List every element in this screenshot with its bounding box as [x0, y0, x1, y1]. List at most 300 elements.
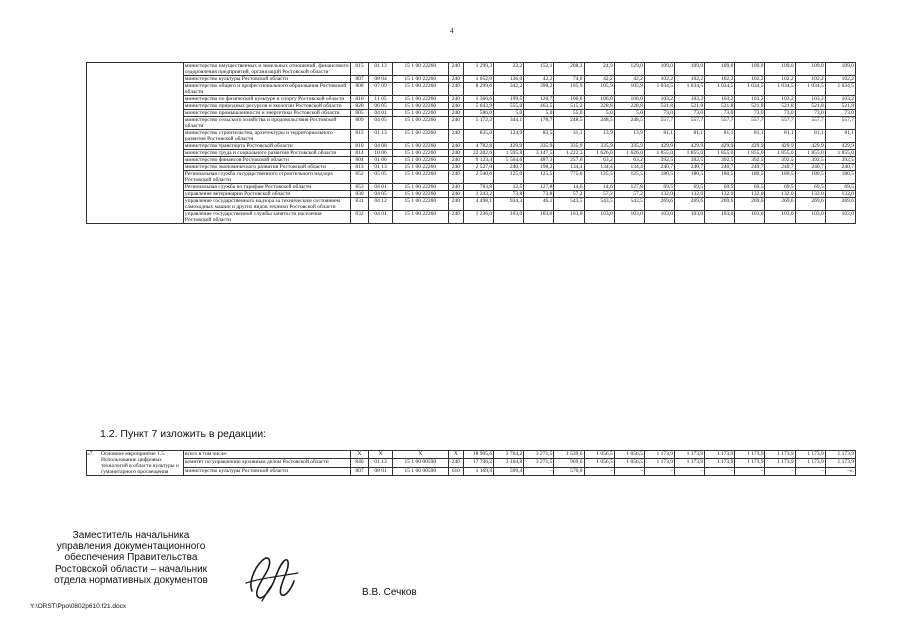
- year-value-cell: 429,9: [765, 143, 795, 150]
- total-cell: 1 299,3: [463, 63, 493, 76]
- executor-cell: министерство финансов Ростовской области: [183, 157, 350, 164]
- year-value-cell: –: [644, 467, 674, 475]
- table-row: [87, 130, 856, 143]
- table-row: [87, 83, 856, 96]
- expense-type-cell: 610: [448, 467, 463, 475]
- expense-type-cell: 240: [448, 184, 463, 191]
- executor-cell: Региональная служба по тарифам Ростовской области: [183, 184, 350, 191]
- target-item-cell: X: [392, 451, 448, 459]
- target-item-cell: 15 1 00 22260: [392, 96, 448, 103]
- year-value-cell: 1 056,5: [614, 459, 644, 467]
- expense-type-cell: 240: [448, 143, 463, 150]
- year-value-cell: 521,8: [795, 103, 825, 110]
- year-value-cell: 1 595,8: [494, 150, 524, 157]
- year-value-cell: 106,0: [584, 96, 614, 103]
- event-cell: [87, 63, 184, 224]
- event-number: «7.: [87, 451, 94, 457]
- year-value-cell: 1 034,5: [644, 83, 674, 96]
- year-value-cell: 398,2: [524, 83, 554, 96]
- year-value-cell: 5 504,6: [494, 157, 524, 164]
- year-value-cell: 180,5: [765, 171, 795, 184]
- expense-type-cell: 240: [448, 157, 463, 164]
- budget-table: [86, 62, 856, 224]
- year-value-cell: 557,7: [644, 117, 674, 130]
- expense-type-cell: X: [448, 451, 463, 459]
- year-value-cell: 599,4: [494, 467, 524, 475]
- year-value-cell: 134,4: [584, 164, 614, 171]
- year-value-cell: 81,1: [825, 130, 855, 143]
- target-item-cell: 15 1 00 22260: [392, 157, 448, 164]
- total-cell: 9 123,4: [463, 157, 493, 164]
- year-value-cell: 103,2: [825, 96, 855, 103]
- year-value-cell: –».: [825, 467, 855, 475]
- year-value-cell: 1 173,9: [735, 451, 765, 459]
- year-value-cell: 124,9: [494, 130, 524, 143]
- year-value-cell: 14,6: [584, 184, 614, 191]
- expense-type-cell: 240: [448, 164, 463, 171]
- year-value-cell: 1 173,9: [705, 459, 735, 467]
- year-value-cell: 125,5: [584, 171, 614, 184]
- grbs-cell: 807: [350, 76, 368, 83]
- year-value-cell: 3 764,2: [494, 451, 524, 459]
- total-cell: 1 169,4: [463, 467, 493, 475]
- section-cell: 04 05: [369, 117, 393, 130]
- table-row: [87, 63, 856, 76]
- year-value-cell: 1 056,5: [614, 451, 644, 459]
- year-value-cell: 248,5: [554, 117, 584, 130]
- target-item-cell: 15 1 00 00590: [392, 459, 448, 467]
- year-value-cell: –: [765, 467, 795, 475]
- table-row: [87, 184, 856, 191]
- expense-type-cell: 240: [448, 96, 463, 103]
- total-cell: 8 299,6: [463, 83, 493, 96]
- grbs-cell: 853: [350, 184, 368, 191]
- year-value-cell: 5,0: [584, 110, 614, 117]
- year-value-cell: 103,2: [765, 96, 795, 103]
- year-value-cell: 180,5: [825, 171, 855, 184]
- year-value-cell: 1 855,0: [735, 150, 765, 157]
- year-value-cell: 557,7: [825, 117, 855, 130]
- year-value-cell: 198,2: [524, 164, 554, 171]
- section-cell: 04 01: [369, 184, 393, 191]
- year-value-cell: 132,0: [705, 191, 735, 198]
- executor-cell: министерство экономического развития Ростовской области: [183, 164, 350, 171]
- year-value-cell: 103,2: [795, 96, 825, 103]
- year-value-cell: 57,2: [554, 191, 584, 198]
- executor-cell: министерство культуры Ростовской области: [183, 76, 350, 83]
- section-cell: 04 12: [369, 198, 393, 211]
- grbs-cell: 813: [350, 164, 368, 171]
- year-value-cell: 240,7: [675, 164, 705, 171]
- year-value-cell: –: [614, 467, 644, 475]
- year-value-cell: –: [524, 467, 554, 475]
- grbs-cell: 809: [350, 117, 368, 130]
- executor-cell: управление государственной службы занятости населения Ростовской области: [183, 211, 350, 224]
- table-row: [87, 198, 856, 211]
- year-value-cell: 1 173,9: [795, 451, 825, 459]
- target-item-cell: 15 1 00 00590: [392, 467, 448, 475]
- year-value-cell: 132,0: [765, 191, 795, 198]
- executor-cell: министерство по физической культуре и спорту Ростовской области: [183, 96, 350, 103]
- year-value-cell: 429,9: [735, 143, 765, 150]
- year-value-cell: 934,3: [494, 198, 524, 211]
- year-value-cell: 46,1: [524, 198, 554, 211]
- year-value-cell: 1 173,9: [644, 459, 674, 467]
- year-value-cell: 105,9: [554, 83, 584, 96]
- year-value-cell: 1 034,5: [765, 83, 795, 96]
- year-value-cell: 5,0: [524, 110, 554, 117]
- year-value-cell: 103,0: [614, 211, 644, 224]
- year-value-cell: –: [705, 467, 735, 475]
- executor-cell: министерство культуры Ростовской области: [183, 467, 350, 475]
- total-cell: 1 052,0: [463, 76, 493, 83]
- target-item-cell: 15 1 00 22260: [392, 164, 448, 171]
- year-value-cell: 429,9: [825, 143, 855, 150]
- year-value-cell: 1 034,5: [675, 83, 705, 96]
- year-value-cell: 129,0: [614, 63, 644, 76]
- section-cell: 01 13: [369, 130, 393, 143]
- total-cell: 17 736,2: [463, 459, 493, 467]
- year-value-cell: 103,2: [644, 96, 674, 103]
- year-value-cell: 1 034,5: [705, 83, 735, 96]
- executor-cell: управление государственного надзора за техническим состоянием самоходных машин и других видов техники Ростовской области: [183, 198, 350, 211]
- year-value-cell: 228,8: [584, 103, 614, 110]
- expense-type-cell: 240: [448, 150, 463, 157]
- year-value-cell: 103,0: [584, 211, 614, 224]
- year-value-cell: 134,4: [554, 164, 584, 171]
- signatory-title: [36, 530, 226, 586]
- year-value-cell: 521,8: [644, 103, 674, 110]
- year-value-cell: 69,5: [675, 184, 705, 191]
- year-value-cell: 109,0: [825, 63, 855, 76]
- total-cell: 2 540,6: [463, 171, 493, 184]
- section-cell: 04 05: [369, 191, 393, 198]
- target-item-cell: 15 1 00 22260: [392, 198, 448, 211]
- executor-cell: министерство природных ресурсов и экологии Ростовской области: [183, 103, 350, 110]
- handwritten-signature: [244, 551, 300, 603]
- signatory-title-line: обеспечения Правительства: [64, 552, 198, 564]
- year-value-cell: 125,0: [494, 171, 524, 184]
- year-value-cell: 81,1: [795, 130, 825, 143]
- year-value-cell: 570,0: [554, 467, 584, 475]
- year-value-cell: 199,5: [494, 96, 524, 103]
- year-value-cell: 103,0: [644, 211, 674, 224]
- year-value-cell: 103,0: [705, 211, 735, 224]
- year-value-cell: 73,0: [675, 110, 705, 117]
- year-value-cell: 125,5: [614, 171, 644, 184]
- year-value-cell: 521,8: [765, 103, 795, 110]
- year-value-cell: –: [675, 467, 705, 475]
- total-cell: 1 243,2: [463, 191, 493, 198]
- year-value-cell: 429,9: [675, 143, 705, 150]
- grbs-cell: 816: [350, 96, 368, 103]
- year-value-cell: 42,2: [524, 76, 554, 83]
- expense-type-cell: 240: [448, 459, 463, 467]
- year-value-cell: 73,0: [795, 110, 825, 117]
- year-value-cell: 1 855,0: [825, 150, 855, 157]
- year-value-cell: 127,8: [614, 184, 644, 191]
- expense-type-cell: 240: [448, 76, 463, 83]
- grbs-cell: X: [350, 451, 368, 459]
- year-value-cell: 335,9: [614, 143, 644, 150]
- year-value-cell: 543,5: [554, 198, 584, 211]
- year-value-cell: 132,0: [735, 191, 765, 198]
- year-value-cell: 557,7: [705, 117, 735, 130]
- target-item-cell: 15 1 00 22260: [392, 184, 448, 191]
- target-item-cell: 15 1 00 22260: [392, 150, 448, 157]
- year-value-cell: 335,9: [584, 143, 614, 150]
- year-value-cell: 392,5: [644, 157, 674, 164]
- year-value-cell: 14,6: [554, 184, 584, 191]
- section-cell: 11 05: [369, 96, 393, 103]
- event-title: Основное мероприятие 1.5. Использование цифровых технологий в области культуры и гуманитарного просвещения: [101, 451, 179, 475]
- year-value-cell: 134,4: [614, 164, 644, 171]
- year-value-cell: 392,5: [795, 157, 825, 164]
- grbs-cell: 832: [350, 211, 368, 224]
- year-value-cell: 1 855,0: [795, 150, 825, 157]
- signatory-title-line: Заместитель начальника: [72, 530, 190, 541]
- total-cell: 2 527,0: [463, 164, 493, 171]
- table-row: [87, 164, 856, 171]
- year-value-cell: 1 034,5: [795, 83, 825, 96]
- expense-type-cell: 240: [448, 117, 463, 130]
- year-value-cell: 1 855,0: [675, 150, 705, 157]
- year-value-cell: 12,5: [494, 184, 524, 191]
- year-value-cell: 248,5: [584, 117, 614, 130]
- year-value-cell: 1 539,6: [554, 451, 584, 459]
- year-value-cell: 106,0: [554, 96, 584, 103]
- year-value-cell: 103,2: [705, 96, 735, 103]
- year-value-cell: 1 034,5: [735, 83, 765, 96]
- year-value-cell: 102,2: [795, 76, 825, 83]
- year-value-cell: 3 147,5: [524, 150, 554, 157]
- year-value-cell: –: [735, 467, 765, 475]
- table-row: [87, 143, 856, 150]
- section-cell: 04 08: [369, 143, 393, 150]
- year-value-cell: 109,0: [735, 63, 765, 76]
- table-row: [87, 191, 856, 198]
- section-cell: 01 13: [369, 164, 393, 171]
- table-row: [87, 459, 856, 467]
- year-value-cell: 1 173,9: [675, 451, 705, 459]
- section-cell: 01 06: [369, 157, 393, 164]
- year-value-cell: 1 222,3: [554, 150, 584, 157]
- signatory-title-line: управления документационного: [56, 541, 206, 553]
- year-value-cell: 335,9: [524, 143, 554, 150]
- year-value-cell: 1 173,9: [795, 459, 825, 467]
- year-value-cell: 969,6: [554, 459, 584, 467]
- grbs-cell: 820: [350, 103, 368, 110]
- year-value-cell: 521,8: [825, 103, 855, 110]
- year-value-cell: 102,2: [825, 76, 855, 83]
- year-value-cell: 208,3: [554, 63, 584, 76]
- target-item-cell: 15 1 00 22260: [392, 143, 448, 150]
- grbs-cell: 807: [350, 467, 368, 475]
- signatory-title-line: отдела нормативных документов: [54, 574, 208, 586]
- year-value-cell: 132,0: [644, 191, 674, 198]
- year-value-cell: 69,5: [735, 184, 765, 191]
- year-value-cell: 69,5: [705, 184, 735, 191]
- year-value-cell: 13,9: [614, 130, 644, 143]
- total-cell: 1 366,6: [463, 96, 493, 103]
- year-value-cell: 543,5: [614, 198, 644, 211]
- year-value-cell: 42,2: [584, 76, 614, 83]
- year-value-cell: 13,9: [584, 130, 614, 143]
- year-value-cell: 557,7: [675, 117, 705, 130]
- year-value-cell: 543,5: [584, 198, 614, 211]
- year-value-cell: 515,2: [554, 103, 584, 110]
- table-row: [87, 467, 856, 475]
- year-value-cell: 269,6: [765, 198, 795, 211]
- year-value-cell: 1 056,5: [584, 459, 614, 467]
- table-row: [87, 211, 856, 224]
- year-value-cell: 429,9: [494, 143, 524, 150]
- year-value-cell: 102,2: [765, 76, 795, 83]
- year-value-cell: 31,1: [554, 130, 584, 143]
- target-item-cell: 15 1 00 22260: [392, 83, 448, 96]
- year-value-cell: 22,2: [494, 63, 524, 76]
- total-cell: 5 643,9: [463, 103, 493, 110]
- year-value-cell: 1 855,0: [705, 150, 735, 157]
- year-value-cell: 521,8: [705, 103, 735, 110]
- year-value-cell: 55,0: [554, 110, 584, 117]
- expense-type-cell: 240: [448, 171, 463, 184]
- year-value-cell: 63,2: [584, 157, 614, 164]
- table-row: [87, 157, 856, 164]
- target-item-cell: 15 1 00 22260: [392, 103, 448, 110]
- expense-type-cell: 240: [448, 110, 463, 117]
- year-value-cell: 81,1: [644, 130, 674, 143]
- year-value-cell: 429,9: [705, 143, 735, 150]
- signatory-title-line: Ростовской области – начальник: [54, 563, 208, 575]
- year-value-cell: 5,0: [494, 110, 524, 117]
- year-value-cell: 103,2: [735, 96, 765, 103]
- year-value-cell: 392,5: [705, 157, 735, 164]
- year-value-cell: 73,0: [644, 110, 674, 117]
- year-value-cell: 109,0: [705, 63, 735, 76]
- year-value-cell: 109,0: [644, 63, 674, 76]
- grbs-cell: 812: [350, 130, 368, 143]
- year-value-cell: 103,0: [795, 211, 825, 224]
- target-item-cell: 15 1 00 22260: [392, 211, 448, 224]
- year-value-cell: 136,0: [494, 76, 524, 83]
- year-value-cell: 555,0: [494, 103, 524, 110]
- table-row: [87, 103, 856, 110]
- year-value-cell: 1 855,0: [765, 150, 795, 157]
- year-value-cell: 126,7: [524, 96, 554, 103]
- expense-type-cell: 240: [448, 63, 463, 76]
- year-value-cell: 240,7: [825, 164, 855, 171]
- section-cell: 01 13: [369, 459, 393, 467]
- year-value-cell: 83,5: [524, 130, 554, 143]
- year-value-cell: 240,7: [765, 164, 795, 171]
- year-value-cell: 463,5: [524, 103, 554, 110]
- year-value-cell: 1 626,0: [584, 150, 614, 157]
- executor-cell: министерство имущественных и земельных отношений, финансового оздоровления предприятий, организаций Ростовской области: [184, 63, 349, 75]
- year-value-cell: 240,7: [494, 164, 524, 171]
- executor-cell: министерство строительства, архитектуры и территориального развития Ростовской области: [183, 130, 350, 143]
- year-value-cell: 69,5: [765, 184, 795, 191]
- year-value-cell: 105,9: [584, 83, 614, 96]
- year-value-cell: 1 173,9: [765, 451, 795, 459]
- year-value-cell: 269,6: [705, 198, 735, 211]
- year-value-cell: 132,0: [795, 191, 825, 198]
- year-value-cell: 521,8: [675, 103, 705, 110]
- year-value-cell: 81,1: [675, 130, 705, 143]
- year-value-cell: 106,0: [614, 96, 644, 103]
- year-value-cell: 132,0: [825, 191, 855, 198]
- year-value-cell: 81,1: [705, 130, 735, 143]
- year-value-cell: 103,0: [825, 211, 855, 224]
- year-value-cell: 102,2: [735, 76, 765, 83]
- year-value-cell: 269,6: [675, 198, 705, 211]
- year-value-cell: 248,5: [614, 117, 644, 130]
- target-item-cell: 15 1 00 22260: [392, 76, 448, 83]
- executor-cell: Региональная служба государственного строительного надзора Ростовской области: [183, 171, 350, 184]
- table-row: [87, 96, 856, 103]
- section-cell: 08 04: [369, 76, 393, 83]
- expense-type-cell: 240: [448, 198, 463, 211]
- executor-cell: министерство сельского хозяйства и продовольствия Ростовской области: [183, 117, 350, 130]
- target-item-cell: 15 1 00 22260: [392, 110, 448, 117]
- expense-type-cell: 240: [448, 191, 463, 198]
- expense-type-cell: 240: [448, 211, 463, 224]
- executor-cell: комитет по управлению архивным делом Ростовской области: [183, 459, 350, 467]
- target-item-cell: 15 1 00 22260: [392, 191, 448, 198]
- year-value-cell: 1 173,9: [825, 451, 855, 459]
- executor-cell: министерство промышленности и энергетики Ростовской области: [183, 110, 350, 117]
- year-value-cell: 1 034,5: [825, 83, 855, 96]
- grbs-cell: 808: [350, 83, 368, 96]
- year-value-cell: 392,5: [765, 157, 795, 164]
- document-path: Y:\ORST\Ppo\0802p610.f21.docx: [30, 603, 127, 610]
- year-value-cell: 3 271,5: [524, 459, 554, 467]
- year-value-cell: 557,7: [795, 117, 825, 130]
- expense-type-cell: 240: [448, 103, 463, 110]
- year-value-cell: 1 173,9: [765, 459, 795, 467]
- year-value-cell: 180,5: [705, 171, 735, 184]
- year-value-cell: 1 173,9: [675, 459, 705, 467]
- table-row: [87, 117, 856, 130]
- year-value-cell: 521,8: [735, 103, 765, 110]
- year-value-cell: 5,0: [614, 110, 644, 117]
- section-cell: 06 05: [369, 103, 393, 110]
- grbs-cell: 805: [350, 110, 368, 117]
- total-cell: 783,8: [463, 184, 493, 191]
- year-value-cell: 109,0: [765, 63, 795, 76]
- section-cell: 05 05: [369, 171, 393, 184]
- section-cell: 07 09: [369, 83, 393, 96]
- section-cell: 04 01: [369, 110, 393, 117]
- executor-cell: управление ветеринарии Ростовской области: [183, 191, 350, 198]
- total-cell: 22 202,6: [463, 150, 493, 157]
- page-number: 4: [450, 27, 454, 35]
- year-value-cell: 269,6: [644, 198, 674, 211]
- year-value-cell: 102,2: [705, 76, 735, 83]
- year-value-cell: 392,5: [735, 157, 765, 164]
- grbs-cell: 814: [350, 150, 368, 157]
- table-row: [87, 171, 856, 184]
- year-value-cell: 63,2: [614, 157, 644, 164]
- executor-cell: министерство транспорта Ростовской области: [183, 143, 350, 150]
- year-value-cell: 3 271,5: [524, 451, 554, 459]
- year-value-cell: 429,9: [795, 143, 825, 150]
- year-value-cell: 105,9: [614, 83, 644, 96]
- executor-cell: всего в том числе:: [183, 451, 350, 459]
- year-value-cell: 73,0: [765, 110, 795, 117]
- year-value-cell: 240,7: [795, 164, 825, 171]
- year-value-cell: 180,5: [735, 171, 765, 184]
